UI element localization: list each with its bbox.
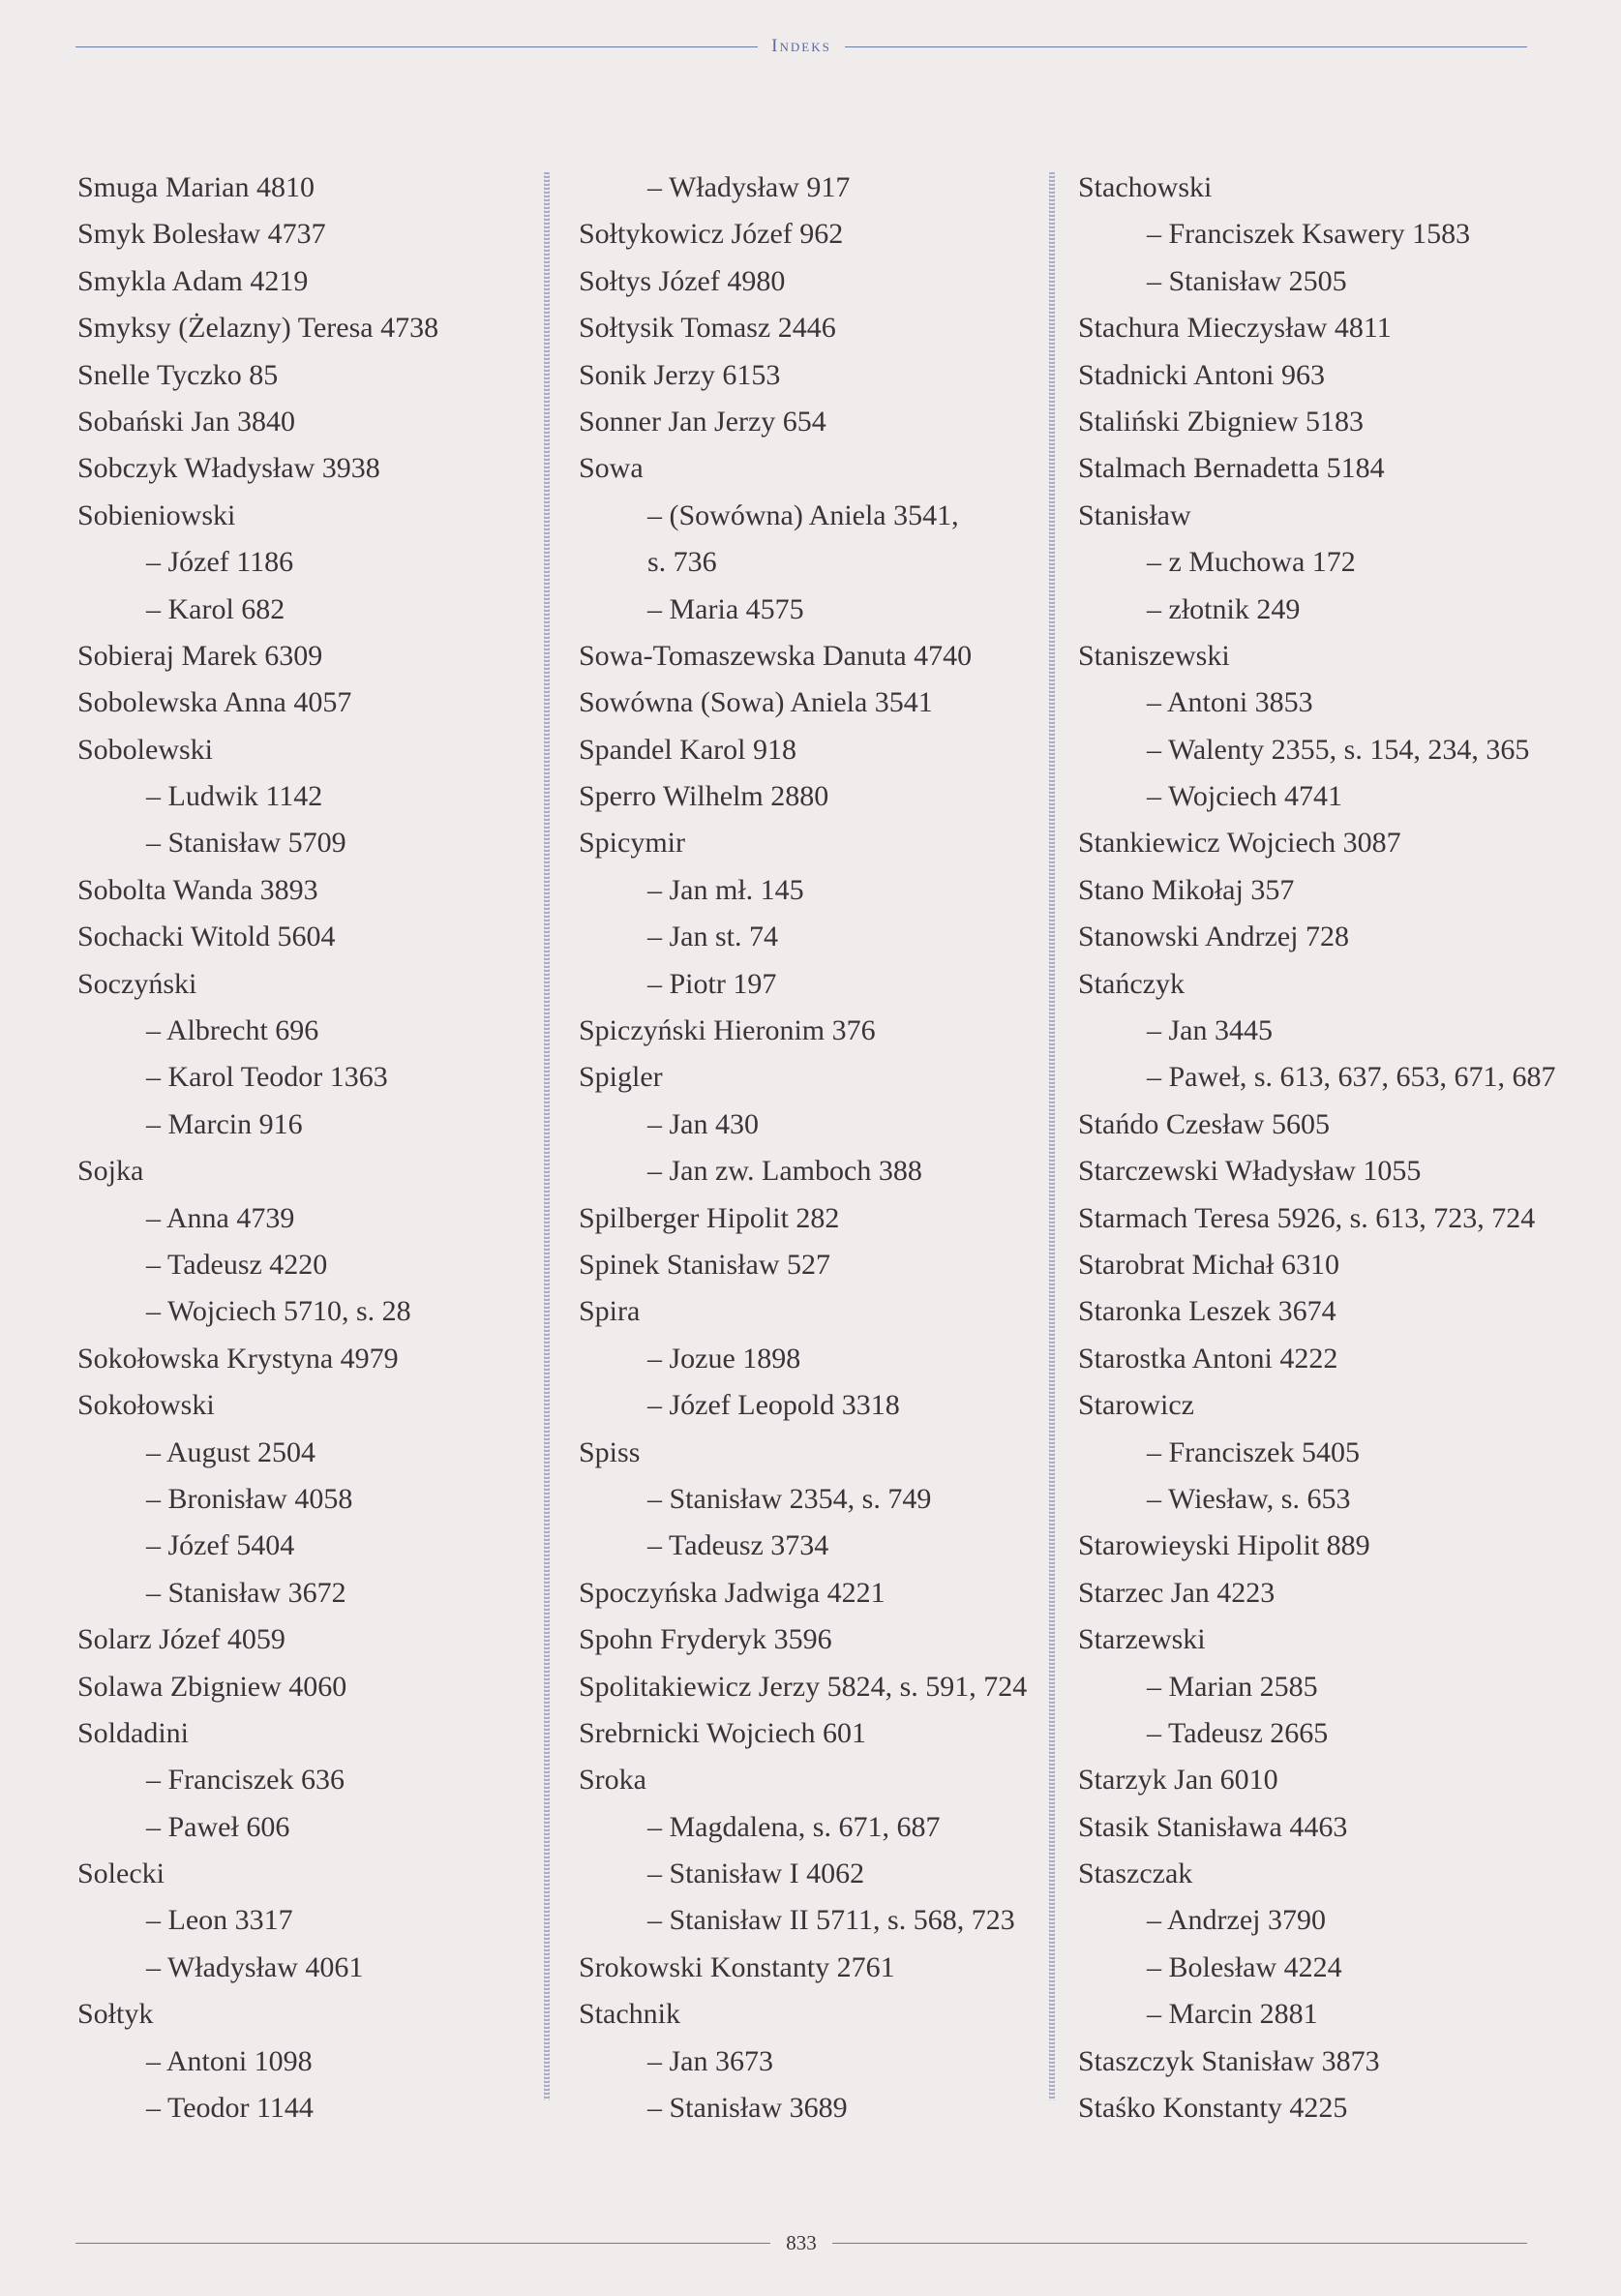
index-entry: Stanisław bbox=[1078, 498, 1191, 531]
index-entry: Sobieniowski bbox=[77, 498, 236, 531]
index-entry: Starowieyski Hipolit 889 bbox=[1078, 1529, 1370, 1562]
index-entry: Srokowski Konstanty 2761 bbox=[579, 1950, 895, 1983]
index-entry: Starostka Antoni 4222 bbox=[1078, 1342, 1338, 1375]
index-entry: Sokołowski bbox=[77, 1389, 215, 1422]
index-entry: Sperro Wilhelm 2880 bbox=[579, 780, 829, 813]
index-entry: Sołtys Józef 4980 bbox=[579, 264, 786, 297]
index-entry: Solecki bbox=[77, 1858, 165, 1890]
index-subentry: – Stanisław I 4062 bbox=[647, 1858, 865, 1890]
running-header-title: Indeks bbox=[771, 36, 831, 56]
index-entry: Sobolewska Anna 4057 bbox=[77, 686, 352, 719]
index-entry: Sowówna (Sowa) Aniela 3541 bbox=[579, 686, 933, 719]
index-subentry: – Albrecht 696 bbox=[146, 1014, 319, 1047]
index-subentry: – Anna 4739 bbox=[146, 1201, 295, 1234]
index-subentry: – Walenty 2355, s. 154, 234, 365 bbox=[1147, 733, 1530, 766]
index-entry: Soczyński bbox=[77, 967, 197, 1000]
index-entry: Sołtyk bbox=[77, 1998, 154, 2031]
index-subentry: – Andrzej 3790 bbox=[1147, 1904, 1326, 1937]
index-subentry: – Stanisław 3689 bbox=[647, 2092, 848, 2125]
index-subentry: – Jozue 1898 bbox=[647, 1342, 801, 1375]
index-entry: Spicymir bbox=[579, 827, 685, 860]
index-entry: Starzyk Jan 6010 bbox=[1078, 1764, 1278, 1797]
index-subentry: – August 2504 bbox=[146, 1435, 316, 1468]
index-columns bbox=[0, 165, 1621, 2139]
index-subentry: – Jan 3445 bbox=[1147, 1014, 1273, 1047]
index-subentry: – Franciszek 636 bbox=[146, 1764, 345, 1797]
index-entry: Sroka bbox=[579, 1764, 646, 1797]
index-entry: Sobolewski bbox=[77, 733, 214, 766]
index-entry: Starmach Teresa 5926, s. 613, 723, 724 bbox=[1078, 1201, 1536, 1234]
index-entry: Sonik Jerzy 6153 bbox=[579, 358, 781, 391]
index-subentry: – Stanisław 2354, s. 749 bbox=[647, 1482, 932, 1515]
index-entry: Starobrat Michał 6310 bbox=[1078, 1248, 1339, 1281]
index-subentry: – Jan mł. 145 bbox=[647, 873, 804, 906]
index-entry: Staniszewski bbox=[1078, 639, 1230, 672]
index-subentry: – Karol 682 bbox=[146, 592, 285, 625]
index-entry: Spilberger Hipolit 282 bbox=[579, 1201, 840, 1234]
index-subentry: – Władysław 917 bbox=[647, 171, 851, 203]
index-subentry: – Maria 4575 bbox=[647, 592, 804, 625]
index-subentry: – Franciszek 5405 bbox=[1147, 1435, 1360, 1468]
index-entry: Spinek Stanisław 527 bbox=[579, 1248, 830, 1281]
index-entry: Spolitakiewicz Jerzy 5824, s. 591, 724 bbox=[579, 1670, 1028, 1703]
index-column-3 bbox=[1078, 165, 1562, 2131]
index-subentry: – Józef 1186 bbox=[146, 546, 294, 579]
index-subentry: – Marcin 916 bbox=[146, 1107, 303, 1140]
index-subentry: – Józef Leopold 3318 bbox=[647, 1389, 900, 1422]
index-subentry: – Bronisław 4058 bbox=[146, 1482, 353, 1515]
index-entry: Spigler bbox=[579, 1061, 663, 1094]
index-subentry: – Franciszek Ksawery 1583 bbox=[1147, 218, 1471, 251]
index-subentry: – Paweł 606 bbox=[146, 1810, 290, 1843]
index-subentry: – Marian 2585 bbox=[1147, 1670, 1318, 1703]
index-subentry: – Antoni 3853 bbox=[1147, 686, 1313, 719]
index-entry: Smykla Adam 4219 bbox=[77, 264, 309, 297]
index-subentry: – Leon 3317 bbox=[146, 1904, 293, 1937]
index-entry: Sobański Jan 3840 bbox=[77, 405, 295, 438]
index-entry: Spandel Karol 918 bbox=[579, 733, 796, 766]
index-subentry: – Teodor 1144 bbox=[146, 2092, 314, 2125]
index-subentry: – Karol Teodor 1363 bbox=[146, 1061, 388, 1094]
index-entry: Sokołowska Krystyna 4979 bbox=[77, 1342, 399, 1375]
index-subentry: – Władysław 4061 bbox=[146, 1950, 364, 1983]
index-subentry: – Józef 5404 bbox=[146, 1529, 295, 1562]
index-entry: Stasik Stanisława 4463 bbox=[1078, 1810, 1348, 1843]
index-entry: Smuga Marian 4810 bbox=[77, 171, 315, 203]
index-subentry: s. 736 bbox=[647, 546, 717, 579]
index-subentry: – złotnik 249 bbox=[1147, 592, 1301, 625]
index-entry: Solarz Józef 4059 bbox=[77, 1623, 285, 1656]
index-subentry: – Wojciech 4741 bbox=[1147, 780, 1342, 813]
index-entry: Spohn Fryderyk 3596 bbox=[579, 1623, 832, 1656]
index-entry: Stanowski Andrzej 728 bbox=[1078, 921, 1349, 953]
index-column-1 bbox=[77, 165, 561, 2131]
index-entry: Stachura Mieczysław 4811 bbox=[1078, 312, 1392, 345]
index-entry: Solawa Zbigniew 4060 bbox=[77, 1670, 347, 1703]
index-subentry: – Tadeusz 3734 bbox=[647, 1529, 829, 1562]
index-subentry: – Tadeusz 2665 bbox=[1147, 1716, 1329, 1749]
index-entry: Sobczyk Władysław 3938 bbox=[77, 452, 380, 485]
index-entry: Staśko Konstanty 4225 bbox=[1078, 2092, 1348, 2125]
index-entry: Sojka bbox=[77, 1155, 144, 1188]
index-entry: Sobolta Wanda 3893 bbox=[77, 873, 318, 906]
index-entry: Sobieraj Marek 6309 bbox=[77, 639, 323, 672]
index-subentry: – Paweł, s. 613, 637, 653, 671, 687 bbox=[1147, 1061, 1556, 1094]
index-entry: Starzec Jan 4223 bbox=[1078, 1576, 1276, 1609]
index-subentry: – Tadeusz 4220 bbox=[146, 1248, 328, 1281]
index-subentry: – Stanisław 2505 bbox=[1147, 264, 1347, 297]
index-column-2 bbox=[579, 165, 1063, 2131]
index-entry: Stańdo Czesław 5605 bbox=[1078, 1107, 1330, 1140]
index-entry: Stachowski bbox=[1078, 171, 1213, 203]
page-number: 833 bbox=[786, 2230, 817, 2254]
index-entry: Sołtykowicz Józef 962 bbox=[579, 218, 844, 251]
index-entry: Smyk Bolesław 4737 bbox=[77, 218, 326, 251]
index-entry: Spiss bbox=[579, 1435, 641, 1468]
column-divider bbox=[1049, 172, 1055, 2100]
index-subentry: – Jan st. 74 bbox=[647, 921, 778, 953]
index-entry: Stadnicki Antoni 963 bbox=[1078, 358, 1325, 391]
index-entry: Starczewski Władysław 1055 bbox=[1078, 1155, 1422, 1188]
index-subentry: – Stanisław II 5711, s. 568, 723 bbox=[647, 1904, 1015, 1937]
index-subentry: – z Muchowa 172 bbox=[1147, 546, 1356, 579]
header-rule-right bbox=[845, 46, 1527, 47]
index-entry: Sowa bbox=[579, 452, 644, 485]
index-subentry: – Wojciech 5710, s. 28 bbox=[146, 1295, 411, 1328]
footer-rule-left bbox=[75, 2243, 770, 2244]
index-entry: Spira bbox=[579, 1295, 641, 1328]
index-entry: Spoczyńska Jadwiga 4221 bbox=[579, 1576, 886, 1609]
index-subentry: – Jan 3673 bbox=[647, 2044, 773, 2077]
running-header bbox=[75, 35, 1527, 58]
index-subentry: – Bolesław 4224 bbox=[1147, 1950, 1342, 1983]
index-subentry: – Piotr 197 bbox=[647, 967, 777, 1000]
index-entry: Stachnik bbox=[579, 1998, 680, 2031]
column-divider bbox=[544, 172, 550, 2100]
index-subentry: – Magdalena, s. 671, 687 bbox=[647, 1810, 941, 1843]
index-entry: Smyksy (Żelazny) Teresa 4738 bbox=[77, 312, 439, 345]
page-footer bbox=[75, 2228, 1527, 2257]
index-subentry: – Antoni 1098 bbox=[146, 2044, 313, 2077]
index-entry: Soldadini bbox=[77, 1716, 190, 1749]
index-entry: Spiczyński Hieronim 376 bbox=[579, 1014, 876, 1047]
index-entry: Sonner Jan Jerzy 654 bbox=[579, 405, 826, 438]
index-subentry: – (Sowówna) Aniela 3541, bbox=[647, 498, 959, 531]
index-entry: Staszczyk Stanisław 3873 bbox=[1078, 2044, 1380, 2077]
footer-rule-right bbox=[832, 2243, 1527, 2244]
index-subentry: – Jan zw. Lamboch 388 bbox=[647, 1155, 922, 1188]
index-entry: Sochacki Witold 5604 bbox=[77, 921, 336, 953]
index-subentry: – Wiesław, s. 653 bbox=[1147, 1482, 1351, 1515]
index-subentry: – Stanisław 3672 bbox=[146, 1576, 346, 1609]
index-entry: Snelle Tyczko 85 bbox=[77, 358, 279, 391]
index-entry: Sołtysik Tomasz 2446 bbox=[579, 312, 836, 345]
index-entry: Staszczak bbox=[1078, 1858, 1193, 1890]
index-entry: Stańczyk bbox=[1078, 967, 1185, 1000]
index-entry: Starzewski bbox=[1078, 1623, 1206, 1656]
index-entry: Staronka Leszek 3674 bbox=[1078, 1295, 1336, 1328]
index-subentry: – Marcin 2881 bbox=[1147, 1998, 1318, 2031]
index-subentry: – Jan 430 bbox=[647, 1107, 759, 1140]
index-entry: Srebrnicki Wojciech 601 bbox=[579, 1716, 866, 1749]
index-entry: Starowicz bbox=[1078, 1389, 1194, 1422]
index-entry: Sowa-Tomaszewska Danuta 4740 bbox=[579, 639, 973, 672]
index-subentry: – Ludwik 1142 bbox=[146, 780, 323, 813]
index-entry: Stalmach Bernadetta 5184 bbox=[1078, 452, 1385, 485]
index-subentry: – Stanisław 5709 bbox=[146, 827, 346, 860]
index-entry: Stankiewicz Wojciech 3087 bbox=[1078, 827, 1401, 860]
index-entry: Stano Mikołaj 357 bbox=[1078, 873, 1295, 906]
index-entry: Staliński Zbigniew 5183 bbox=[1078, 405, 1364, 438]
header-rule-left bbox=[75, 46, 758, 47]
